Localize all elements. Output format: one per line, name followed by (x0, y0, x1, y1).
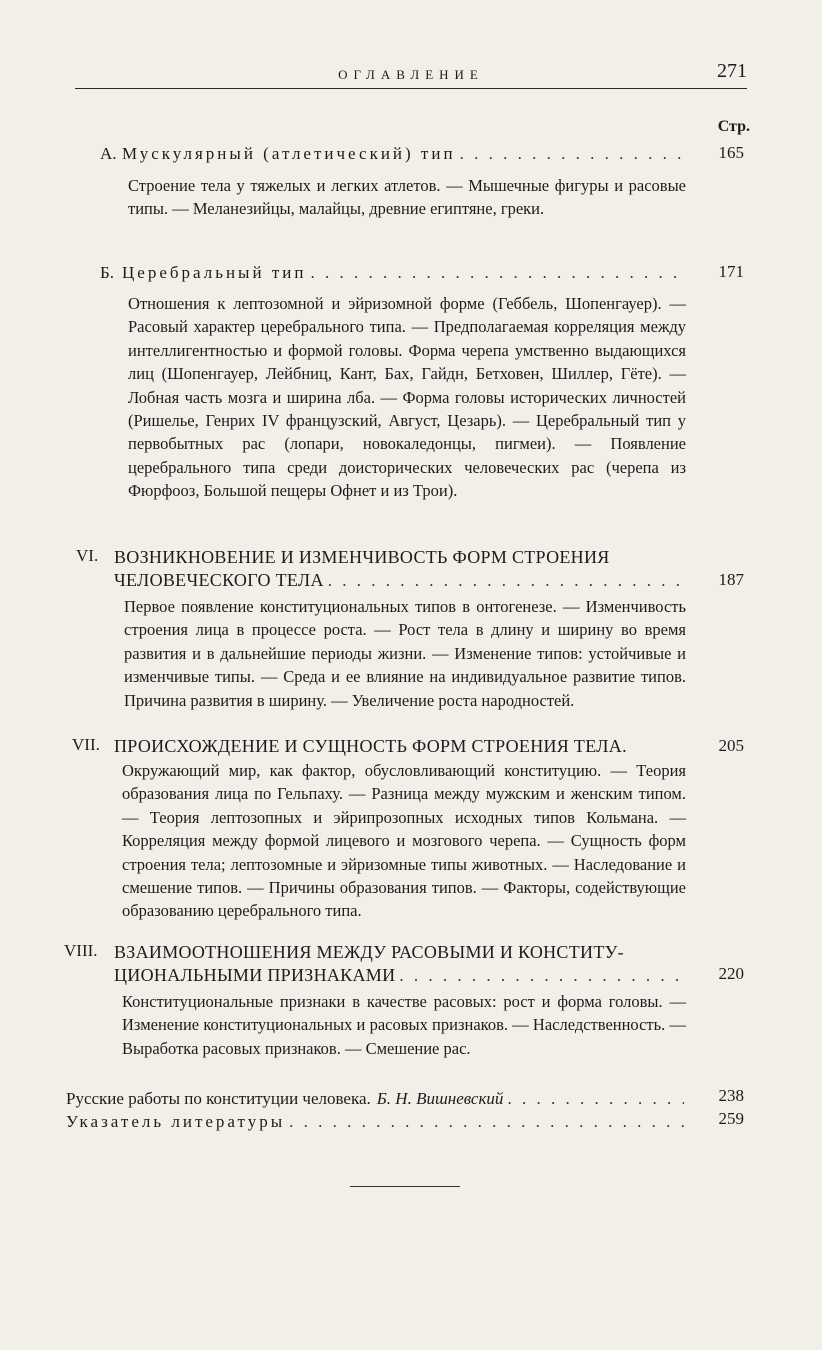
appendix-page-number: 259 (718, 1109, 744, 1128)
leader-dots (399, 965, 684, 987)
chapter-page-number: 220 (718, 964, 744, 983)
chapter-description: Первое появление конституциональных типов в онтогенезе. — Изменчивость строения лица в процессе роста. — Рост тела в длину и ширину во время развития и в дальнейшие периоды жизни. — Изменение типов: устойчивые и изменчивые типы. — Среда и ее влияние на индивидуальное развитие типов. Причина развития в ширину. — Увеличение роста народностей. (124, 597, 686, 710)
chapter-title-line1[interactable]: ВОЗНИКНОВЕНИЕ И ИЗМЕНЧИВОСТЬ ФОРМ СТРОЕНИЯ (114, 547, 610, 567)
appendix-author: Б. Н. Вишневский (376, 1089, 504, 1108)
chapter-title-line2: ЧЕЛОВЕЧЕСКОГО ТЕЛА (114, 570, 324, 590)
appendix-entry-bibliography[interactable] (66, 1111, 688, 1133)
appendix-title: Русские работы по конституции человека. (66, 1089, 371, 1108)
header-page-number: 271 (717, 60, 747, 82)
leader-dots (460, 143, 684, 165)
chapter-title-line1[interactable]: ВЗАИМООТНОШЕНИЯ МЕЖДУ РАСОВЫМИ И КОНСТИТУ- (114, 942, 624, 962)
toc-entry-a[interactable] (100, 143, 688, 165)
chapter-page-number: 205 (718, 736, 744, 755)
leader-dots (289, 1111, 684, 1133)
entry-letter: А. (100, 144, 117, 163)
chapter-viii-title-line2[interactable] (114, 964, 688, 987)
chapter-page-number: 187 (718, 570, 744, 589)
end-rule (350, 1186, 460, 1187)
chapter-description: Конституциональные признаки в качестве расовых: рост и форма головы. — Изменение конституциональных и расовых признаков. — Наследственность. — Выработка расовых признаков. — Смешение рас. (122, 992, 686, 1058)
chapter-title-line1[interactable]: ПРОИСХОЖДЕНИЕ И СУЩНОСТЬ ФОРМ СТРОЕНИЯ ТЕЛА. (114, 736, 627, 756)
entry-description: Строение тела у тяжелых и легких атлетов. — Мышечные фигуры и расовые типы. — Меланезийцы, малайцы, древние египтяне, греки. (128, 176, 686, 219)
appendix-title: Указатель литературы (66, 1112, 286, 1131)
chapter-numeral: VI. (76, 546, 99, 565)
header-title: ОГЛАВЛЕНИЕ (338, 67, 484, 82)
pages-column-label: Стр. (717, 118, 750, 135)
leader-dots (310, 262, 684, 284)
chapter-vi-title-line2[interactable] (114, 569, 688, 592)
entry-page-number: 165 (718, 143, 744, 162)
entry-title: Мускулярный (атлетический) тип (122, 144, 456, 163)
chapter-numeral: VIII. (64, 941, 98, 960)
leader-dots (328, 570, 684, 592)
running-header (75, 60, 747, 89)
entry-description: Отношения к лептозомной и эйризомной форме (Геббель, Шопенгауер). — Расовый характер церебрального типа. — Предполагаемая корреляция между интеллигентностью и формой головы. Форма черепа умственно выдающихся лиц (Шопенгауер, Лейбниц, Кант, Бах, Гайдн, Бетховен, Шиллер, Гёте). — Лобная часть мозга и ширина лба. — Форма головы исторических личностей (Ришелье, Генрих IV французский, Август, Цезарь). — Церебральный тип у первобытных рас (лопари, новокаледонцы, пигмеи). — Появление церебрального типа среди доисторических человеческих рас (черепа из Фюрфооз, Большой пещеры Офнет и из Трои). (128, 294, 686, 501)
entry-letter: Б. (100, 263, 115, 282)
entry-title: Церебральный тип (122, 263, 307, 282)
toc-entry-b[interactable] (100, 262, 688, 284)
entry-page-number: 171 (718, 262, 744, 281)
chapter-title-line2: ЦИОНАЛЬНЫМИ ПРИЗНАКАМИ (114, 965, 396, 985)
leader-dots (507, 1088, 684, 1110)
appendix-page-number: 238 (718, 1086, 744, 1105)
appendix-entry-russian-works[interactable] (66, 1088, 688, 1110)
chapter-numeral: VII. (72, 735, 100, 754)
chapter-description: Окружающий мир, как фактор, обусловливающий конституцию. — Теория образования лица по Гельпаху. — Разница между мужским и женским типом. — Теория лептозопных и эйрипрозопных исходных типов Кольмана. — Корреляция между формой лицевого и мозгового черепа. — Сущность форм строения тела; лептозомные и эйризомные типы животных. — Наследование и смешение типов. — Причины образования типов. — Факторы, содействующие образованию церебрального типа. (122, 761, 686, 921)
